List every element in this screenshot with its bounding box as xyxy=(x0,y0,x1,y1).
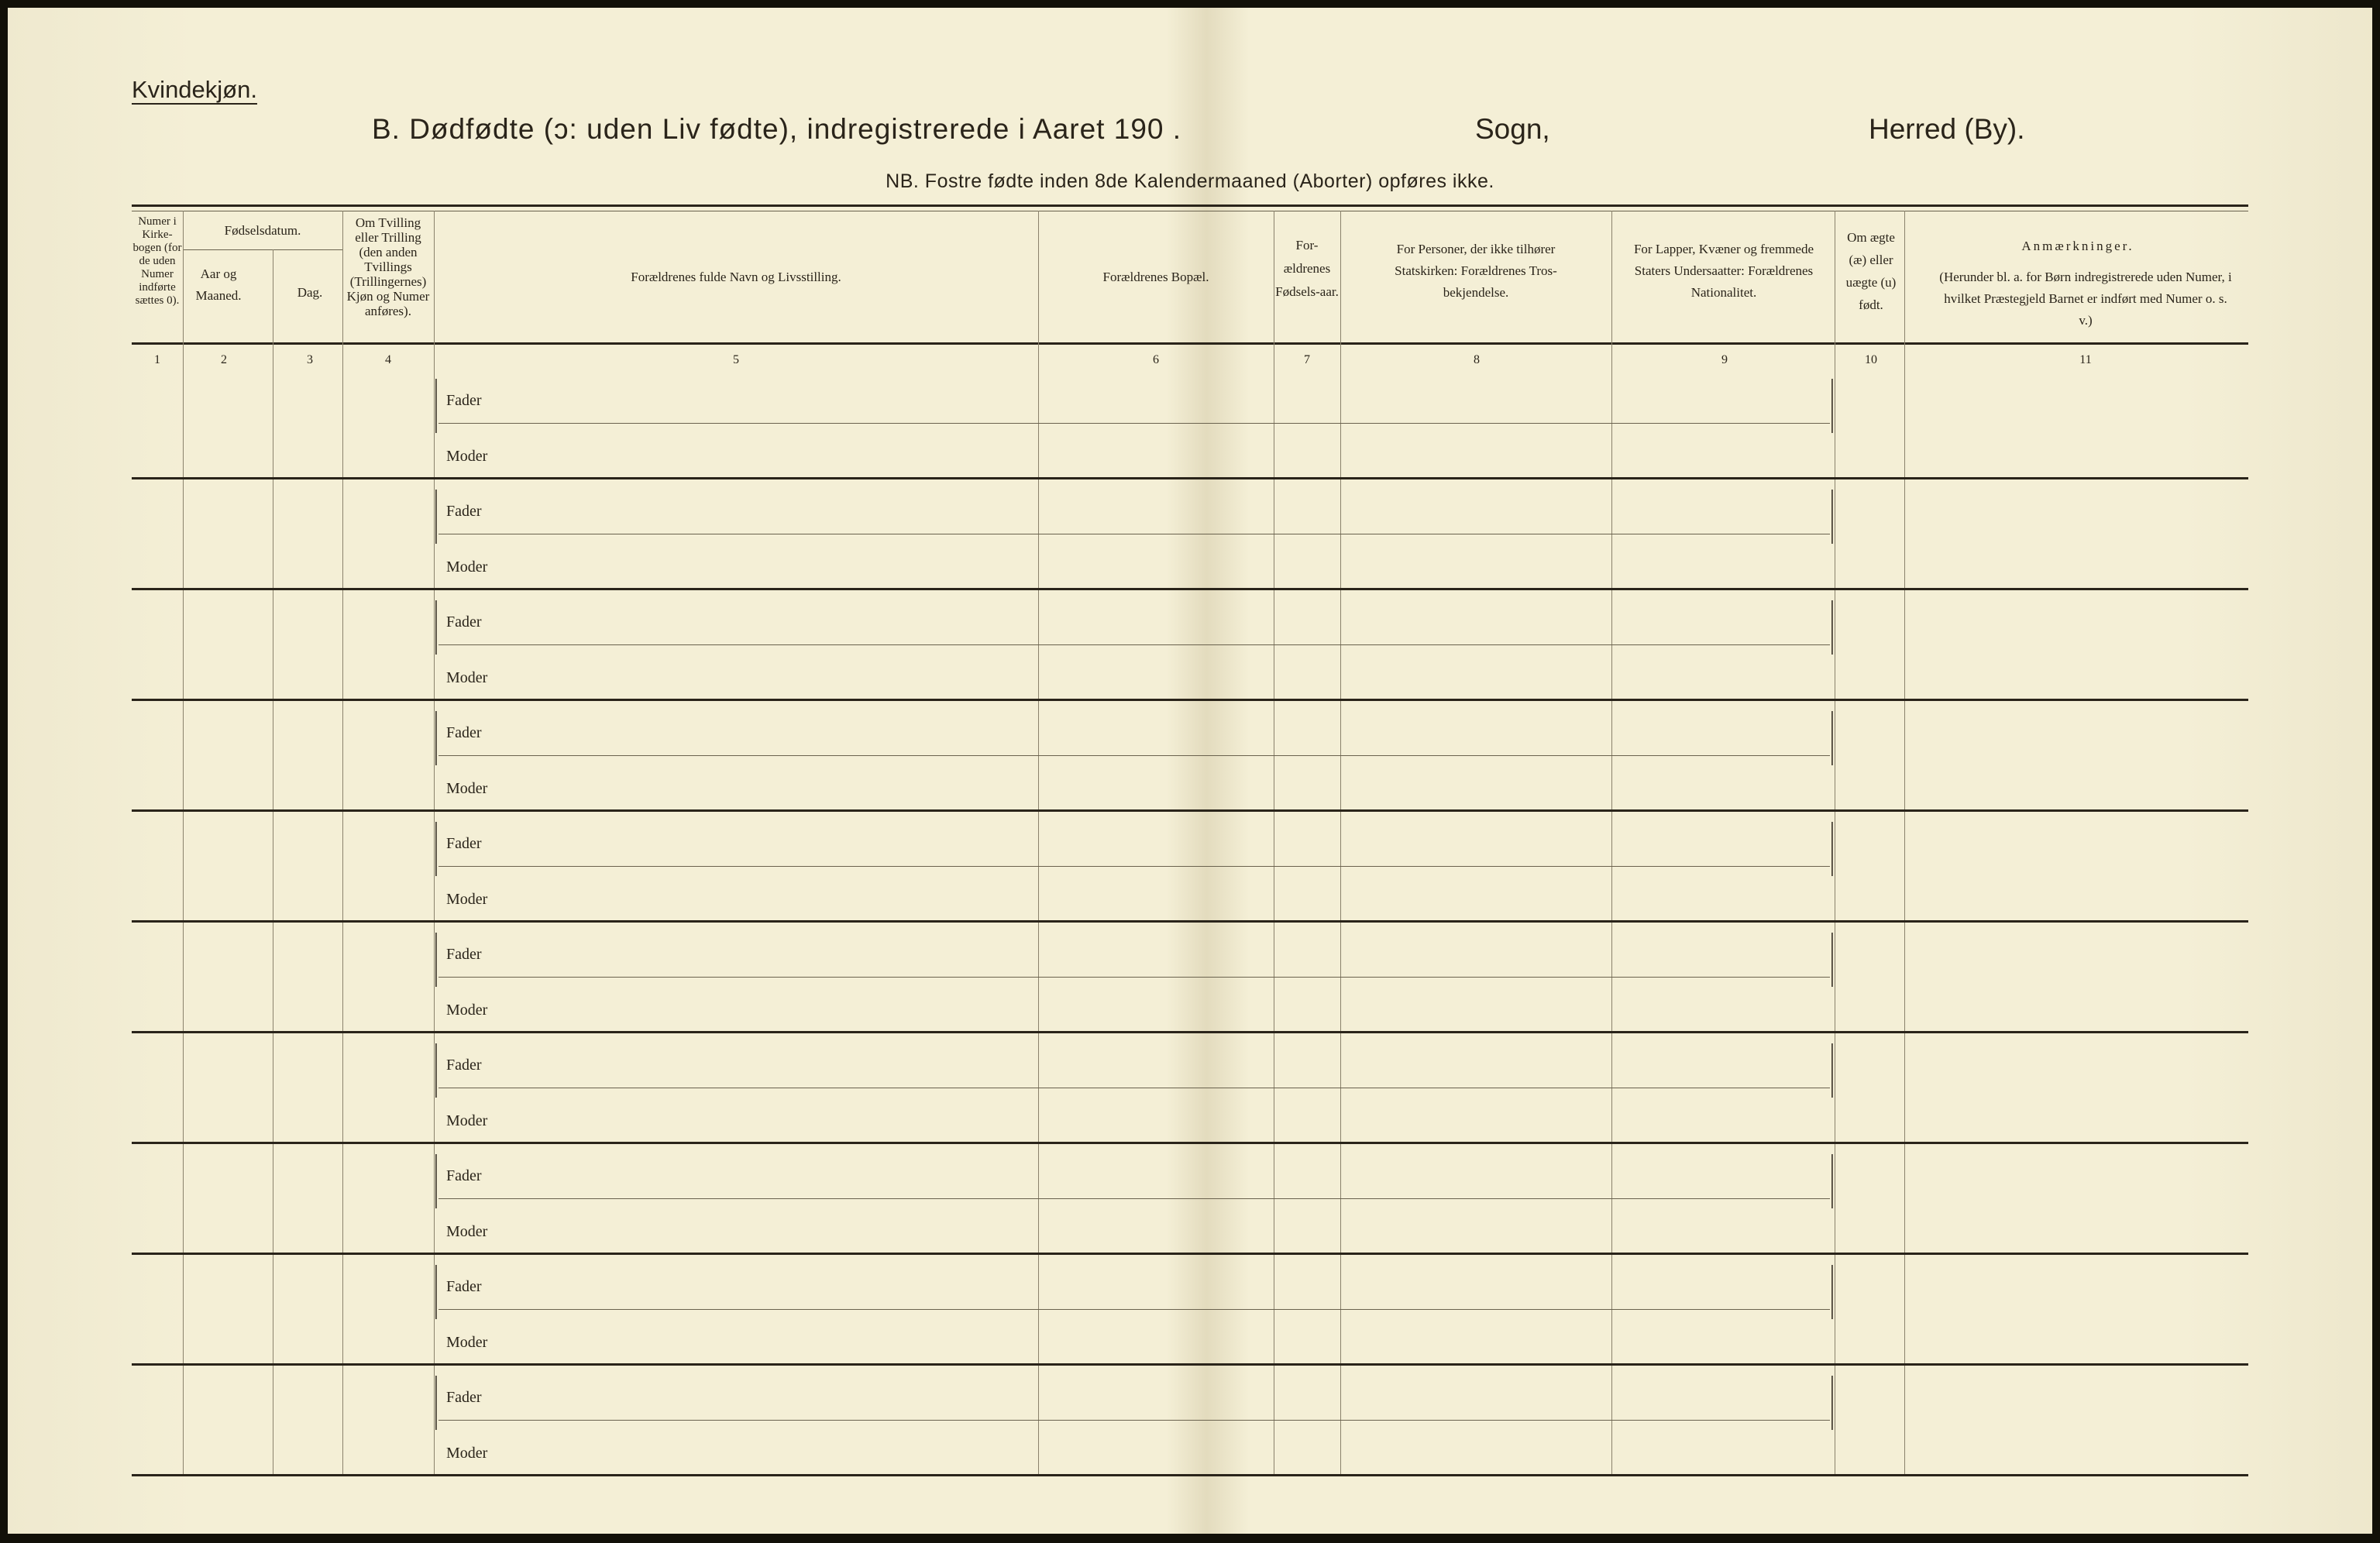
right-bracket: ⎸ xyxy=(1831,593,1848,657)
column-number-2: 2 xyxy=(221,353,227,366)
header-col1: Numer i Kirke-bogen (for de uden Numer indførte sættes 0). xyxy=(132,215,182,307)
header-col10: Om ægte (æ) eller uægte (u) født. xyxy=(1845,230,1897,312)
right-bracket: ⎸ xyxy=(1831,1147,1848,1211)
mother-label: Moder xyxy=(446,448,488,465)
header-col11-note: (Herunder bl. a. for Børn indregistrerede uden Numer, i hvilket Præstegjeld Barnet er indført med Numer o. s. v.) xyxy=(1939,270,2232,328)
father-label: Fader xyxy=(446,392,482,409)
left-bracket: ⎸ xyxy=(435,593,452,657)
column-rule xyxy=(1611,211,1612,1476)
father-label: Fader xyxy=(446,1057,482,1074)
mother-label: Moder xyxy=(446,1112,488,1129)
father-label: Fader xyxy=(446,1389,482,1406)
father-label: Fader xyxy=(446,613,482,631)
entry-bottom-rule xyxy=(132,1253,2248,1255)
header-col2: Aar og Maaned. xyxy=(195,266,242,303)
column-number-6: 6 xyxy=(1153,353,1159,366)
right-bracket: ⎸ xyxy=(1831,1258,1848,1321)
gender-label: Kvindekjøn. xyxy=(132,76,257,103)
register-page xyxy=(8,8,2372,1534)
entry-bottom-rule xyxy=(132,920,2248,923)
entry-bottom-rule xyxy=(132,809,2248,812)
header-birthdate: Fødselsdatum. xyxy=(224,223,301,238)
entry-bottom-rule xyxy=(132,477,2248,479)
left-bracket: ⎸ xyxy=(435,372,452,435)
right-bracket: ⎸ xyxy=(1831,704,1848,768)
column-number-10: 10 xyxy=(1865,353,1877,366)
father-mother-divider xyxy=(439,977,1830,978)
column-number-9: 9 xyxy=(1721,353,1728,366)
entry-bottom-rule xyxy=(132,588,2248,590)
father-label: Fader xyxy=(446,835,482,852)
header-bottom-rule xyxy=(132,342,2248,345)
column-rule xyxy=(434,211,435,1476)
father-label: Fader xyxy=(446,503,482,520)
header-col9: For Lapper, Kvæner og fremmede Staters Undersaatter: Forældrenes Nationalitet. xyxy=(1633,242,1814,300)
column-number-8: 8 xyxy=(1474,353,1480,366)
mother-label: Moder xyxy=(446,1223,488,1240)
column-number-1: 1 xyxy=(154,353,160,366)
column-rule xyxy=(1340,211,1341,1476)
district-label: Herred (By). xyxy=(1869,113,2025,145)
mother-label: Moder xyxy=(446,1002,488,1019)
header-col8: For Personer, der ikke tilhører Statskirken: Forældrenes Tros-bekjendelse. xyxy=(1395,242,1557,300)
father-mother-divider xyxy=(439,866,1830,867)
father-mother-divider xyxy=(439,1309,1830,1310)
right-bracket: ⎸ xyxy=(1831,372,1848,435)
left-bracket: ⎸ xyxy=(435,704,452,768)
father-label: Fader xyxy=(446,1167,482,1184)
father-label: Fader xyxy=(446,946,482,963)
mother-label: Moder xyxy=(446,891,488,908)
header-col3: Dag. xyxy=(297,285,323,300)
father-mother-divider xyxy=(439,755,1830,756)
father-label: Fader xyxy=(446,1278,482,1295)
entry-bottom-rule xyxy=(132,1474,2248,1476)
mother-label: Moder xyxy=(446,669,488,686)
mother-label: Moder xyxy=(446,1445,488,1462)
parish-label: Sogn, xyxy=(1475,113,1550,145)
abortion-note: NB. Fostre fødte inden 8de Kalendermaaned (Aborter) opføres ikke. xyxy=(886,170,1494,192)
right-bracket: ⎸ xyxy=(1831,926,1848,989)
header-col6: Forældrenes Bopæl. xyxy=(1102,270,1209,284)
left-bracket: ⎸ xyxy=(435,926,452,989)
column-rule xyxy=(1038,211,1039,1476)
mother-label: Moder xyxy=(446,558,488,576)
left-bracket: ⎸ xyxy=(435,483,452,546)
left-bracket: ⎸ xyxy=(435,1147,452,1211)
entry-bottom-rule xyxy=(132,699,2248,701)
entry-bottom-rule xyxy=(132,1142,2248,1144)
column-number-3: 3 xyxy=(307,353,313,366)
birthdate-subheader-rule xyxy=(183,249,342,250)
father-label: Fader xyxy=(446,724,482,741)
mother-label: Moder xyxy=(446,780,488,797)
left-bracket: ⎸ xyxy=(435,1036,452,1100)
father-mother-divider xyxy=(439,1420,1830,1421)
column-number-7: 7 xyxy=(1304,353,1310,366)
column-rule xyxy=(342,211,343,1476)
left-bracket: ⎸ xyxy=(435,1258,452,1321)
column-rule xyxy=(1904,211,1905,1476)
entry-bottom-rule xyxy=(132,1031,2248,1033)
header-col7: For-ældrenes Fødsels-aar. xyxy=(1275,238,1339,299)
right-bracket: ⎸ xyxy=(1831,1036,1848,1100)
father-mother-divider xyxy=(439,1198,1830,1199)
entry-bottom-rule xyxy=(132,1363,2248,1366)
header-col11-title: Anmærkninger. xyxy=(2021,239,2134,253)
form-title: B. Dødfødte (ɔ: uden Liv fødte), indregistrerede i Aaret 190 . xyxy=(372,113,1182,145)
right-bracket: ⎸ xyxy=(1831,483,1848,546)
column-number-5: 5 xyxy=(733,353,739,366)
header-col5: Forældrenes fulde Navn og Livsstilling. xyxy=(631,270,841,284)
right-bracket: ⎸ xyxy=(1831,815,1848,878)
column-rule xyxy=(183,211,184,1476)
father-mother-divider xyxy=(439,644,1830,645)
right-bracket: ⎸ xyxy=(1831,1369,1848,1432)
column-number-4: 4 xyxy=(385,353,391,366)
left-bracket: ⎸ xyxy=(435,1369,452,1432)
column-number-11: 11 xyxy=(2079,353,2092,366)
left-bracket: ⎸ xyxy=(435,815,452,878)
mother-label: Moder xyxy=(446,1334,488,1351)
header-top-rule xyxy=(132,204,2248,207)
father-mother-divider xyxy=(439,423,1830,424)
header-col4: Om Tvilling eller Trilling (den anden Tvillings (Trillingernes) Kjøn og Numer anføres). xyxy=(346,215,430,318)
